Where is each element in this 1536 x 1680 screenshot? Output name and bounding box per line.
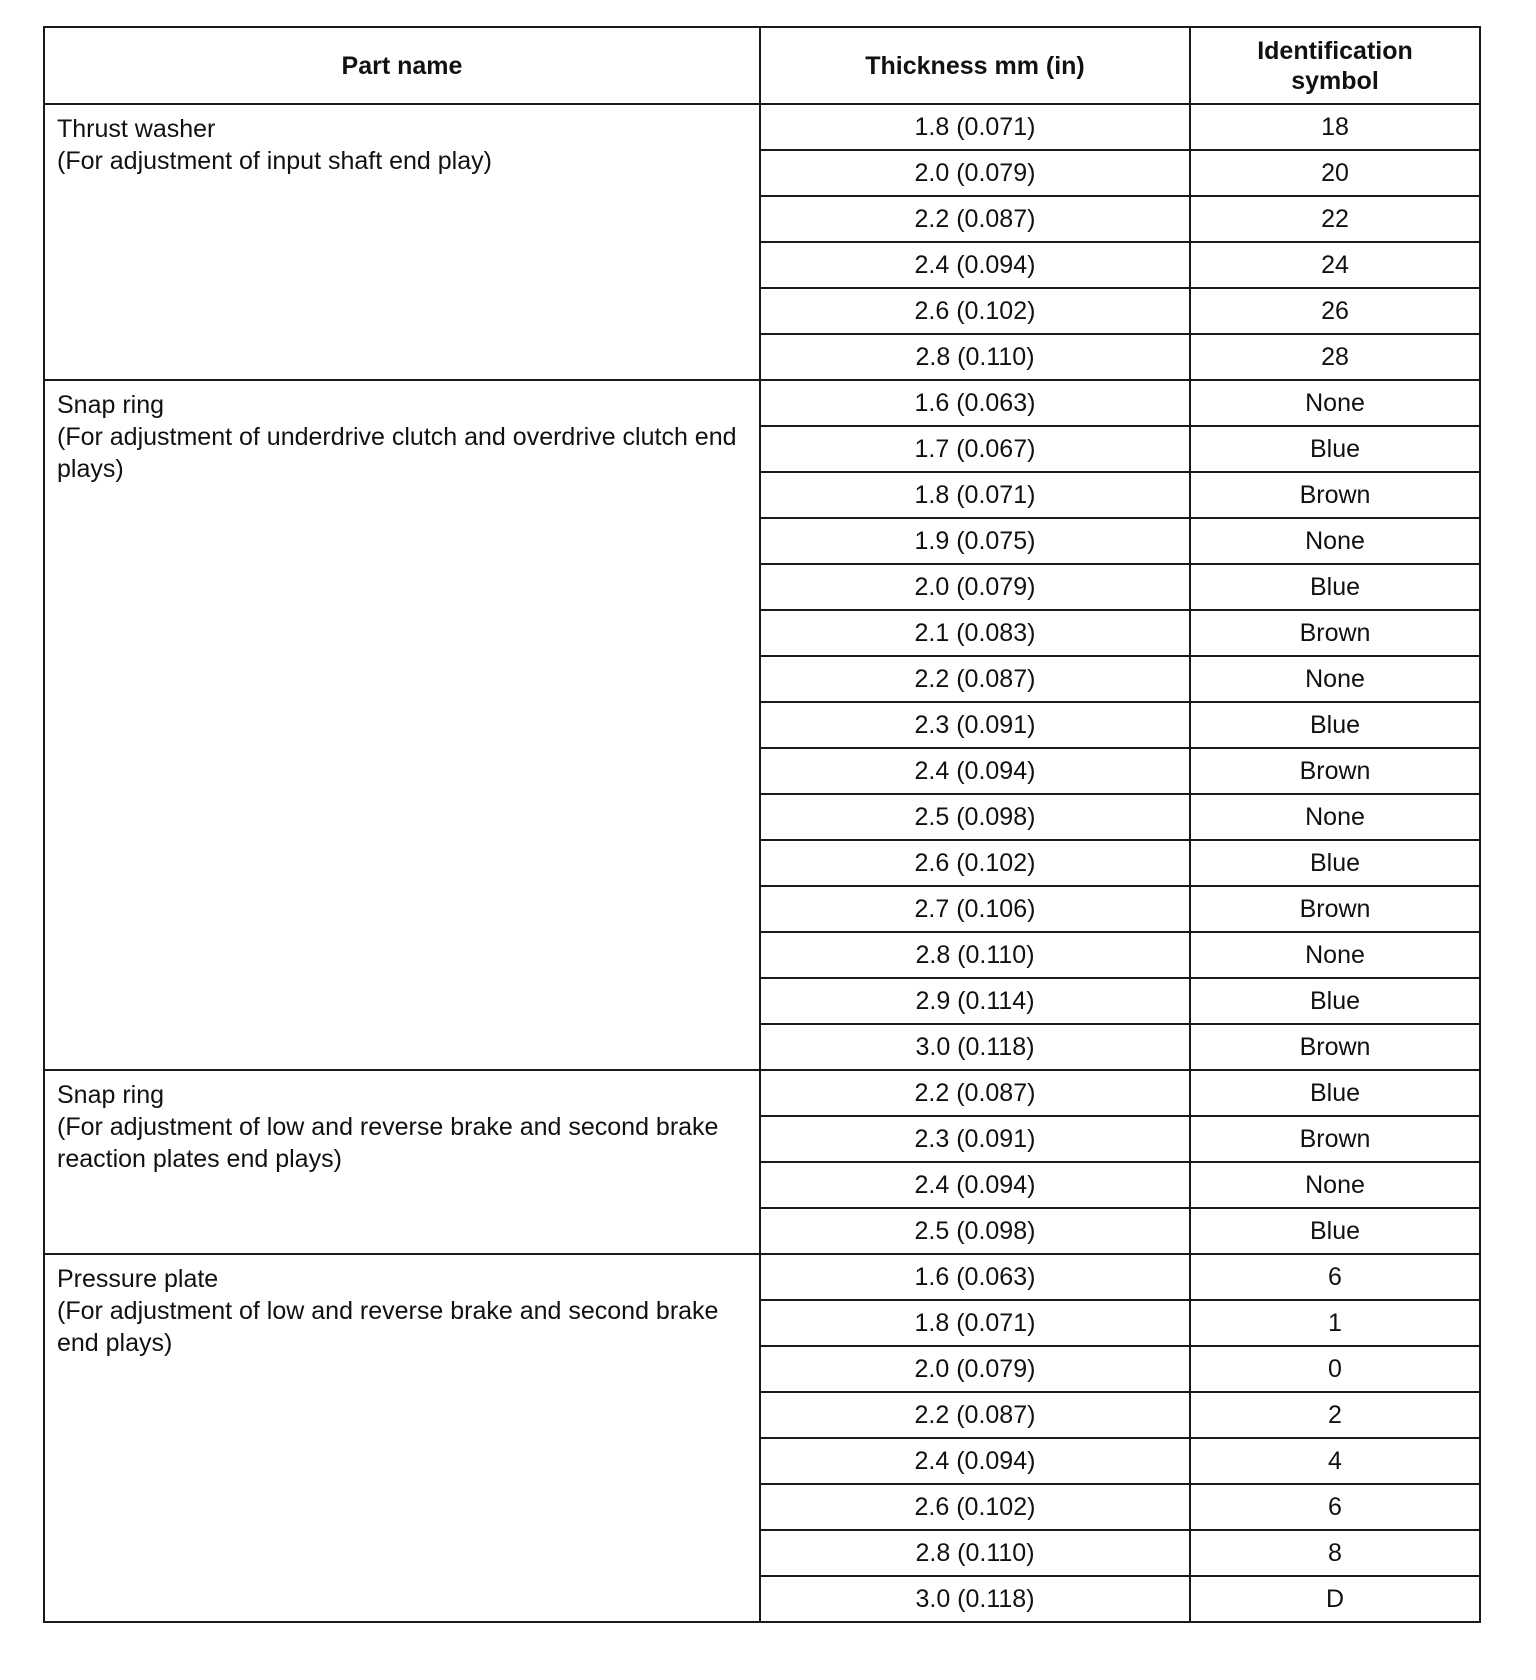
thickness-cell: 2.0 (0.079): [760, 564, 1190, 610]
identification-symbol-cell: 22: [1190, 196, 1480, 242]
identification-symbol-cell: D: [1190, 1576, 1480, 1622]
identification-symbol-cell: Brown: [1190, 472, 1480, 518]
identification-symbol-cell: 6: [1190, 1254, 1480, 1300]
part-title: Pressure plate: [57, 1265, 219, 1293]
thickness-cell: 2.8 (0.110): [760, 334, 1190, 380]
identification-symbol-cell: Brown: [1190, 1024, 1480, 1070]
thickness-cell: 3.0 (0.118): [760, 1576, 1190, 1622]
part-description: (For adjustment of input shaft end play): [57, 147, 492, 175]
identification-symbol-cell: 2: [1190, 1392, 1480, 1438]
header-identification-symbol: Identification symbol: [1190, 27, 1480, 104]
part-name-cell: [44, 1254, 760, 1622]
identification-symbol-cell: 28: [1190, 334, 1480, 380]
identification-symbol-cell: 24: [1190, 242, 1480, 288]
thickness-cell: 1.8 (0.071): [760, 1300, 1190, 1346]
thickness-cell: 2.1 (0.083): [760, 610, 1190, 656]
identification-symbol-cell: 20: [1190, 150, 1480, 196]
identification-symbol-cell: Blue: [1190, 702, 1480, 748]
thickness-cell: 2.4 (0.094): [760, 242, 1190, 288]
identification-symbol-cell: None: [1190, 932, 1480, 978]
thickness-cell: 2.8 (0.110): [760, 1530, 1190, 1576]
part-title: Thrust washer: [57, 115, 216, 143]
thickness-cell: 1.8 (0.071): [760, 472, 1190, 518]
thickness-cell: 2.2 (0.087): [760, 1392, 1190, 1438]
spec-table: [43, 26, 1481, 1623]
table-body: [44, 104, 1480, 1622]
identification-symbol-cell: Blue: [1190, 840, 1480, 886]
thickness-cell: 2.7 (0.106): [760, 886, 1190, 932]
part-title: Snap ring: [57, 391, 165, 419]
thickness-cell: 2.5 (0.098): [760, 1208, 1190, 1254]
thickness-cell: 2.8 (0.110): [760, 932, 1190, 978]
thickness-cell: 2.2 (0.087): [760, 656, 1190, 702]
identification-symbol-cell: Brown: [1190, 748, 1480, 794]
identification-symbol-cell: 1: [1190, 1300, 1480, 1346]
part-description: (For adjustment of underdrive clutch and overdrive clutch end plays): [57, 423, 737, 483]
table-row: [44, 380, 1480, 426]
thickness-cell: 2.4 (0.094): [760, 748, 1190, 794]
thickness-cell: 1.8 (0.071): [760, 104, 1190, 150]
table-row: [44, 1070, 1480, 1116]
thickness-cell: 2.3 (0.091): [760, 1116, 1190, 1162]
identification-symbol-cell: 0: [1190, 1346, 1480, 1392]
identification-symbol-cell: Blue: [1190, 1070, 1480, 1116]
header-row: [44, 27, 1480, 104]
identification-symbol-cell: Blue: [1190, 426, 1480, 472]
identification-symbol-cell: 6: [1190, 1484, 1480, 1530]
part-name-cell: [44, 1070, 760, 1254]
thickness-cell: 1.9 (0.075): [760, 518, 1190, 564]
identification-symbol-cell: 4: [1190, 1438, 1480, 1484]
thickness-cell: 2.9 (0.114): [760, 978, 1190, 1024]
part-description: (For adjustment of low and reverse brake and second brake end plays): [57, 1297, 719, 1357]
thickness-cell: 3.0 (0.118): [760, 1024, 1190, 1070]
header-thickness: Thickness mm (in): [760, 27, 1190, 104]
thickness-cell: 1.6 (0.063): [760, 380, 1190, 426]
identification-symbol-cell: Brown: [1190, 1116, 1480, 1162]
thickness-cell: 2.5 (0.098): [760, 794, 1190, 840]
identification-symbol-cell: Brown: [1190, 610, 1480, 656]
identification-symbol-cell: None: [1190, 794, 1480, 840]
thickness-cell: 2.2 (0.087): [760, 196, 1190, 242]
table-row: [44, 104, 1480, 150]
thickness-cell: 2.4 (0.094): [760, 1438, 1190, 1484]
identification-symbol-cell: None: [1190, 1162, 1480, 1208]
thickness-cell: 2.2 (0.087): [760, 1070, 1190, 1116]
thickness-cell: 2.0 (0.079): [760, 150, 1190, 196]
part-description: (For adjustment of low and reverse brake and second brake reaction plates end plays): [57, 1113, 719, 1173]
identification-symbol-cell: Blue: [1190, 1208, 1480, 1254]
table-row: [44, 1254, 1480, 1300]
identification-symbol-cell: None: [1190, 518, 1480, 564]
identification-symbol-cell: 26: [1190, 288, 1480, 334]
thickness-cell: 2.6 (0.102): [760, 840, 1190, 886]
thickness-cell: 2.6 (0.102): [760, 288, 1190, 334]
thickness-cell: 2.4 (0.094): [760, 1162, 1190, 1208]
identification-symbol-cell: None: [1190, 656, 1480, 702]
part-name-cell: [44, 380, 760, 1070]
identification-symbol-cell: Blue: [1190, 978, 1480, 1024]
part-title: Snap ring: [57, 1081, 165, 1109]
thickness-cell: 2.6 (0.102): [760, 1484, 1190, 1530]
part-name-cell: [44, 104, 760, 380]
thickness-cell: 1.7 (0.067): [760, 426, 1190, 472]
identification-symbol-cell: None: [1190, 380, 1480, 426]
identification-symbol-cell: 18: [1190, 104, 1480, 150]
thickness-cell: 1.6 (0.063): [760, 1254, 1190, 1300]
identification-symbol-cell: Brown: [1190, 886, 1480, 932]
thickness-cell: 2.0 (0.079): [760, 1346, 1190, 1392]
identification-symbol-cell: 8: [1190, 1530, 1480, 1576]
thickness-cell: 2.3 (0.091): [760, 702, 1190, 748]
header-part-name: Part name: [44, 27, 760, 104]
identification-symbol-cell: Blue: [1190, 564, 1480, 610]
